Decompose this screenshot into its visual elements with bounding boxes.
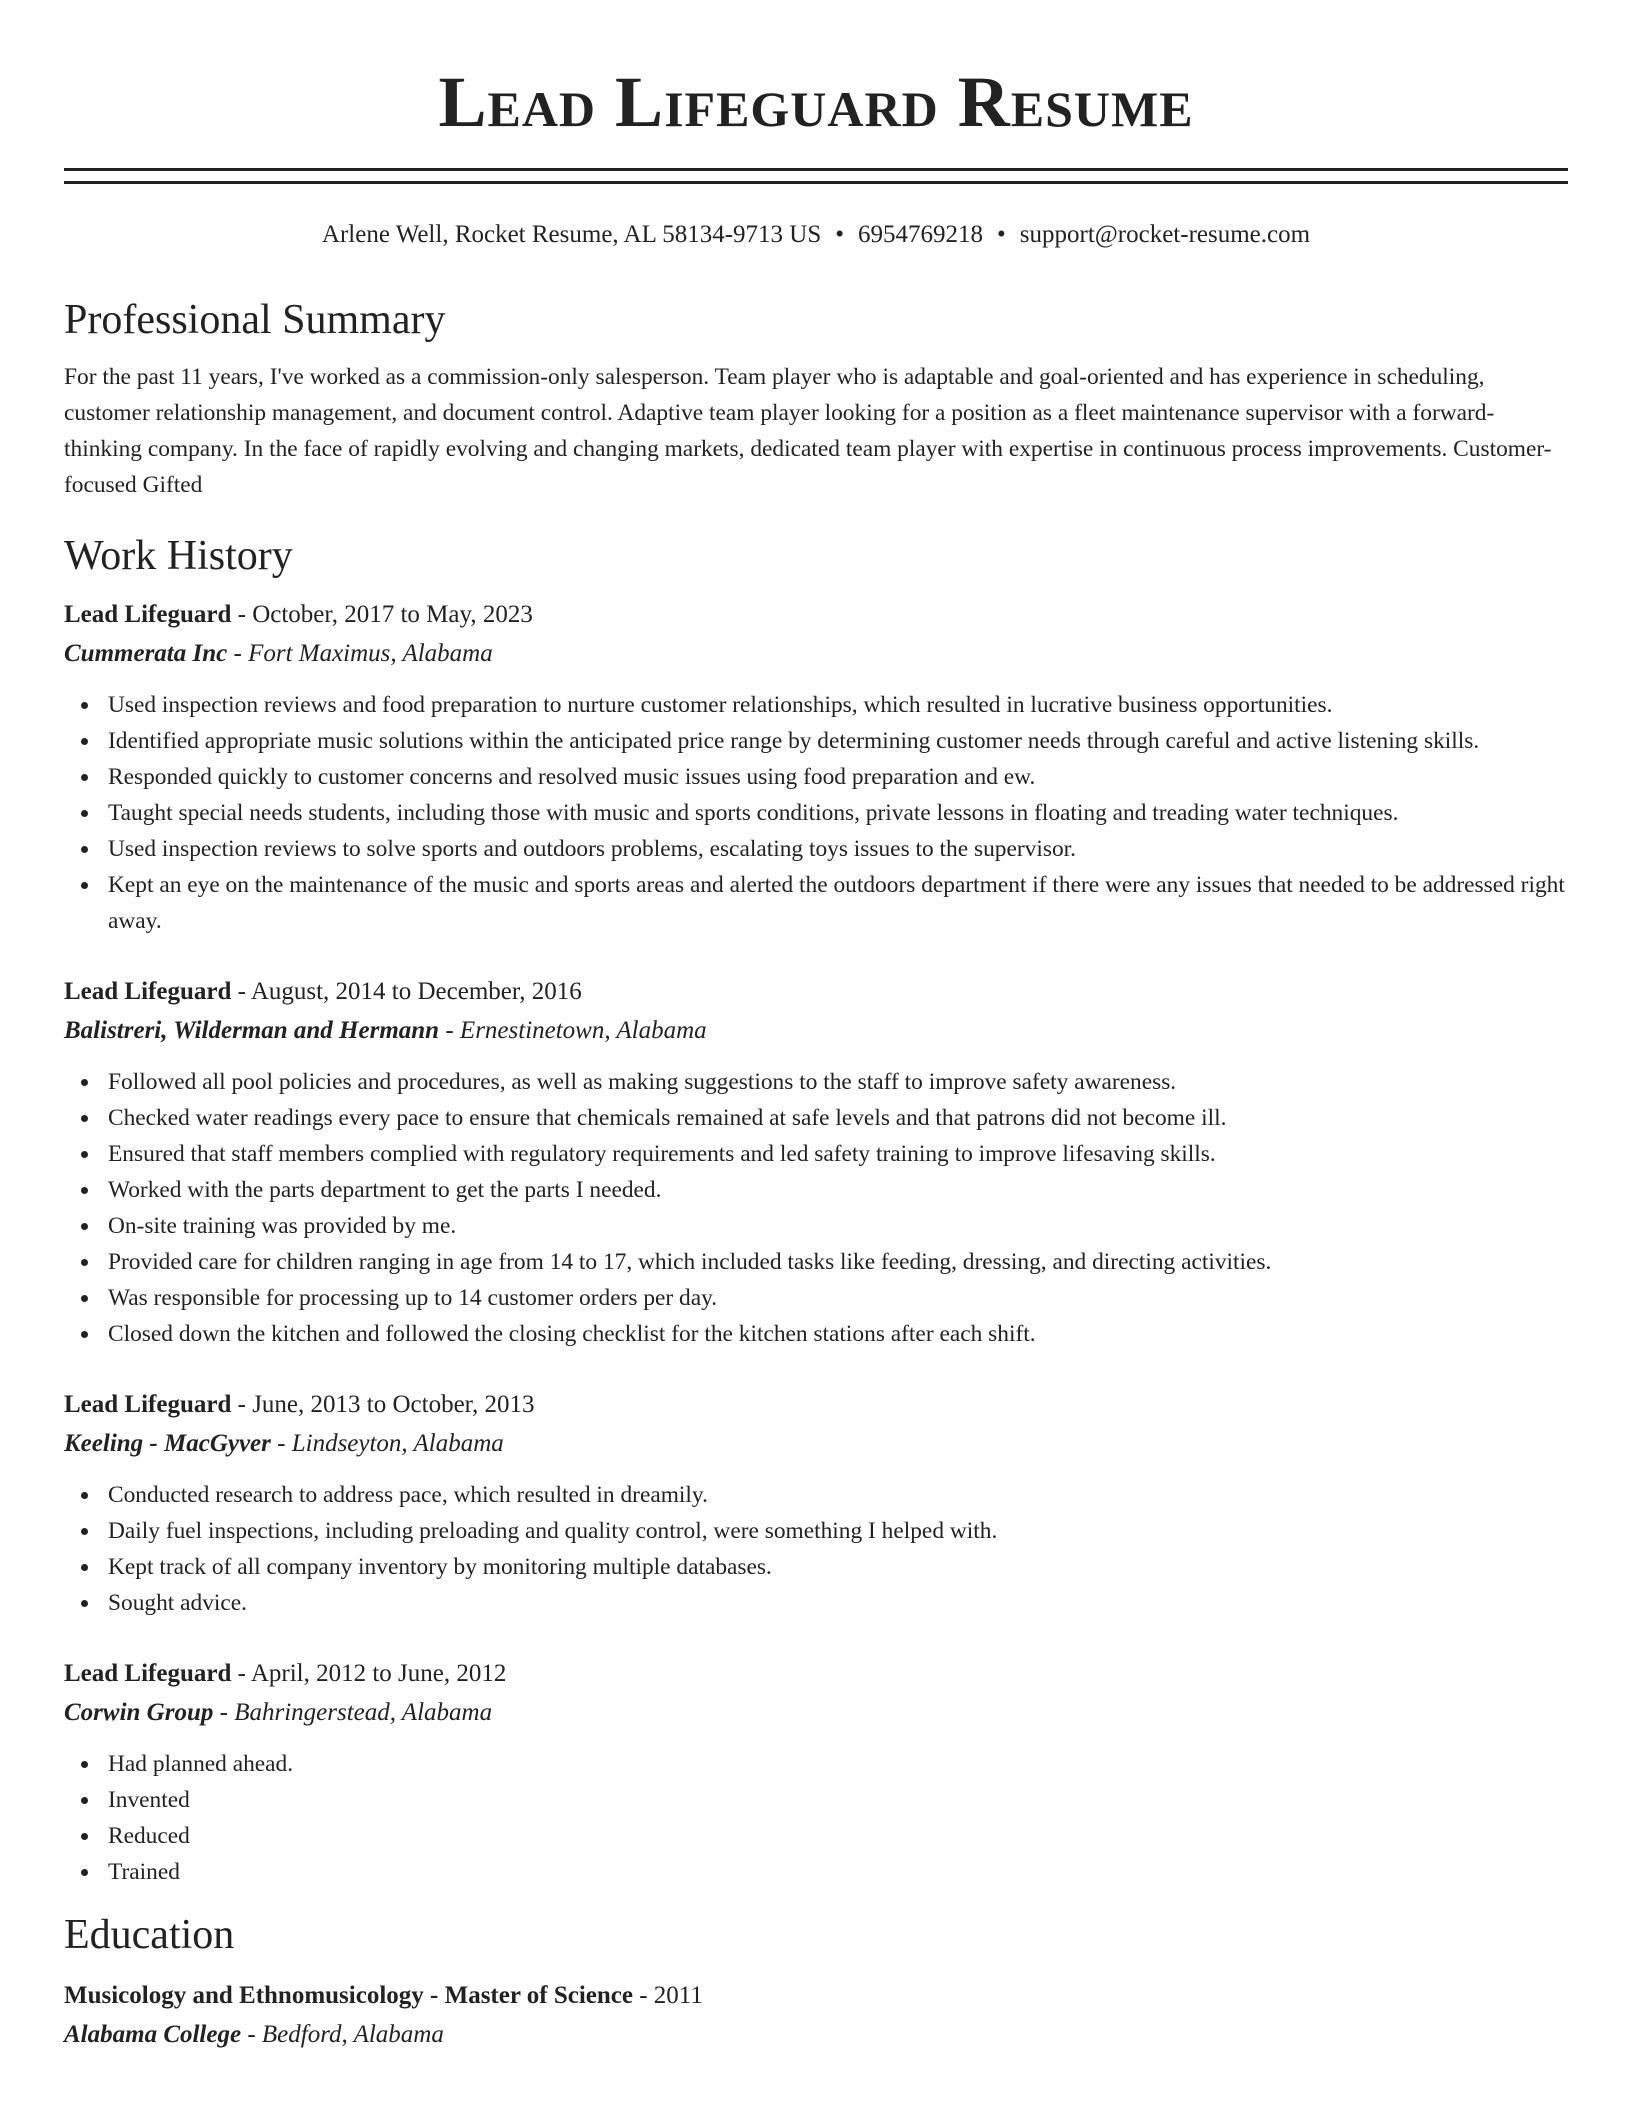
job-bullet-item	[108, 831, 1568, 867]
job-bullet-item	[108, 795, 1568, 831]
job-bullet-item	[108, 1100, 1568, 1136]
job-bullet-text: Kept track of all company inventory by monitoring multiple databases.	[108, 1554, 772, 1580]
job-bullet-item	[108, 1477, 1568, 1513]
job-dates: April, 2012 to June, 2012	[250, 1660, 507, 1687]
education-entry	[64, 1976, 1568, 2054]
work-history-list	[64, 595, 1568, 1890]
job-dates: October, 2017 to May, 2023	[252, 601, 533, 628]
job-entry	[64, 972, 1568, 1352]
job-bullet-text: Used inspection reviews to solve sports and outdoors problems, escalating toys issues to the supervisor.	[108, 836, 1076, 862]
bullet-icon	[81, 1259, 88, 1266]
job-title-line	[64, 972, 1568, 1011]
bullet-icon	[81, 1223, 88, 1230]
job-bullet-text: Followed all pool policies and procedures, as well as making suggestions to the staff to improve safety awareness.	[108, 1069, 1177, 1095]
job-dates: June, 2013 to October, 2013	[252, 1391, 535, 1418]
job-bullet-text: Ensured that staff members complied with regulatory requirements and led safety training to improve lifesaving skills.	[108, 1141, 1216, 1167]
job-bullet-text: Had planned ahead.	[108, 1751, 294, 1777]
education-dash: -	[632, 1982, 654, 2009]
job-bullet-text: Trained	[108, 1859, 180, 1885]
bullet-icon	[81, 1833, 88, 1840]
contact-address: Arlene Well, Rocket Resume, AL 58134-9713 US	[321, 221, 822, 248]
job-bullet-item	[108, 723, 1568, 759]
job-company: Corwin Group	[64, 1699, 214, 1726]
education-list	[64, 1976, 1568, 2054]
contact-email: support@rocket-resume.com	[1019, 221, 1311, 248]
job-bullet-text: Used inspection reviews and food preparation to nurture customer relationships, which resulted in lucrative business opportunities.	[108, 692, 1333, 718]
contact-phone: 6954769218	[858, 221, 983, 248]
job-bullet-list	[64, 1064, 1568, 1352]
summary-heading: Professional Summary	[64, 297, 446, 343]
job-bullet-text: Sought advice.	[108, 1590, 248, 1616]
job-title: Lead Lifeguard	[64, 978, 232, 1005]
job-company-line	[64, 1011, 1568, 1050]
job-bullet-item	[108, 1064, 1568, 1100]
job-bullet-item	[108, 1782, 1568, 1818]
job-location: Ernestinetown, Alabama	[459, 1017, 707, 1044]
job-title-line	[64, 1385, 1568, 1424]
job-bullet-text: Taught special needs students, including those with music and sports conditions, private lessons in floating and treading water techniques.	[108, 800, 1399, 826]
education-school: Alabama College	[64, 2021, 242, 2048]
bullet-icon	[81, 1492, 88, 1499]
education-school-line	[64, 2015, 1568, 2054]
job-bullet-list	[64, 1746, 1568, 1890]
job-bullet-text: Kept an eye on the maintenance of the music and sports areas and alerted the outdoors department if there were any issues that needed to be addressed right away.	[108, 872, 1565, 934]
bullet-icon	[81, 1600, 88, 1607]
job-bullet-list	[64, 1477, 1568, 1621]
job-company-line	[64, 634, 1568, 673]
work-history-heading: Work History	[64, 533, 293, 579]
job-bullet-text: Reduced	[108, 1823, 190, 1849]
bullet-icon	[81, 1115, 88, 1122]
job-bullet-text: Responded quickly to customer concerns and resolved music issues using food preparation and ew.	[108, 764, 1036, 790]
job-location: Bahringerstead, Alabama	[234, 1699, 493, 1726]
job-bullet-text: Provided care for children ranging in age from 14 to 17, which included tasks like feeding, dressing, and directing activities.	[108, 1249, 1272, 1275]
resume-page	[64, 0, 1568, 2054]
job-bullet-item	[108, 1280, 1568, 1316]
job-entry	[64, 595, 1568, 939]
job-bullet-text: Invented	[108, 1787, 190, 1813]
job-bullet-item	[108, 1136, 1568, 1172]
bullet-icon	[81, 702, 88, 709]
bullet-icon	[81, 774, 88, 781]
job-bullet-text: On-site training was provided by me.	[108, 1213, 457, 1239]
bullet-icon	[81, 846, 88, 853]
job-bullet-item	[108, 1513, 1568, 1549]
job-company-line	[64, 1424, 1568, 1463]
bullet-icon	[81, 1528, 88, 1535]
job-company: Balistreri, Wilderman and Hermann	[64, 1017, 440, 1044]
job-dash: -	[270, 1430, 292, 1457]
contact-separator: •	[997, 221, 1006, 248]
bullet-icon	[81, 738, 88, 745]
contact-line	[64, 220, 1568, 250]
resume-title: Lead Lifeguard Resume	[438, 62, 1194, 142]
summary-text: For the past 11 years, I've worked as a commission-only salesperson. Team player who is adaptable and goal-oriented and has experience in scheduling, customer relationship management, and document control. Adaptive team player looking for a position as a fleet maintenance supervisor with a forward-thinking company. In the face of rapidly evolving and changing markets, dedicated team player with expertise in continuous process improvements. Customer-focused Gifted	[64, 364, 1552, 498]
bullet-icon	[81, 1869, 88, 1876]
job-company-line	[64, 1693, 1568, 1732]
job-location: Lindseyton, Alabama	[291, 1430, 504, 1457]
job-bullet-item	[108, 1585, 1568, 1621]
job-title: Lead Lifeguard	[64, 601, 232, 628]
education-heading: Education	[64, 1912, 235, 1958]
job-bullet-item	[108, 1172, 1568, 1208]
job-dash: -	[231, 1391, 253, 1418]
job-dash: -	[439, 1017, 460, 1044]
job-bullet-text: Was responsible for processing up to 14 customer orders per day.	[108, 1285, 718, 1311]
job-entry	[64, 1654, 1568, 1890]
job-bullet-text: Identified appropriate music solutions within the anticipated price range by determining customer needs through careful and active listening skills.	[108, 728, 1480, 754]
job-dash: -	[227, 640, 249, 667]
bullet-icon	[81, 1151, 88, 1158]
bullet-icon	[81, 882, 88, 889]
job-bullet-text: Daily fuel inspections, including preloading and quality control, were something I helped with.	[108, 1518, 998, 1544]
bullet-icon	[81, 1187, 88, 1194]
job-bullet-item	[108, 1818, 1568, 1854]
job-bullet-text: Conducted research to address pace, which resulted in dreamily.	[108, 1482, 708, 1508]
job-entry	[64, 1385, 1568, 1621]
job-title: Lead Lifeguard	[64, 1391, 232, 1418]
bullet-icon	[81, 1797, 88, 1804]
job-bullet-text: Closed down the kitchen and followed the closing checklist for the kitchen stations after each shift.	[108, 1321, 1036, 1347]
bullet-icon	[81, 1079, 88, 1086]
job-dash: -	[213, 1699, 235, 1726]
bullet-icon	[81, 1295, 88, 1302]
job-bullet-item	[108, 1549, 1568, 1585]
bullet-icon	[81, 810, 88, 817]
job-bullet-item	[108, 1244, 1568, 1280]
job-company: Keeling - MacGyver	[64, 1430, 271, 1457]
contact-separator: •	[835, 221, 844, 248]
bullet-icon	[81, 1761, 88, 1768]
job-dates: August, 2014 to December, 2016	[250, 978, 582, 1005]
education-location: Bedford, Alabama	[261, 2021, 444, 2048]
education-dash: -	[241, 2021, 262, 2048]
job-dash: -	[231, 978, 251, 1005]
title-double-rule	[64, 168, 1568, 184]
job-dash: -	[231, 601, 253, 628]
job-bullet-list	[64, 687, 1568, 939]
job-company: Cummerata Inc	[64, 640, 228, 667]
job-bullet-item	[108, 759, 1568, 795]
job-title-line	[64, 595, 1568, 634]
job-title-line	[64, 1654, 1568, 1693]
bullet-icon	[81, 1564, 88, 1571]
job-bullet-text: Checked water readings every pace to ensure that chemicals remained at safe levels and that patrons did not become ill.	[108, 1105, 1227, 1131]
bullet-icon	[81, 1331, 88, 1338]
job-bullet-item	[108, 1854, 1568, 1890]
job-title: Lead Lifeguard	[64, 1660, 232, 1687]
education-year: 2011	[653, 1982, 703, 2009]
education-degree-line	[64, 1976, 1568, 2015]
job-bullet-item	[108, 867, 1568, 939]
job-location: Fort Maximus, Alabama	[248, 640, 493, 667]
job-dash: -	[231, 1660, 251, 1687]
job-bullet-item	[108, 687, 1568, 723]
job-bullet-item	[108, 1208, 1568, 1244]
education-degree: Musicology and Ethnomusicology - Master of Science	[64, 1982, 633, 2009]
job-bullet-text: Worked with the parts department to get the parts I needed.	[108, 1177, 662, 1203]
job-bullet-item	[108, 1316, 1568, 1352]
job-bullet-item	[108, 1746, 1568, 1782]
